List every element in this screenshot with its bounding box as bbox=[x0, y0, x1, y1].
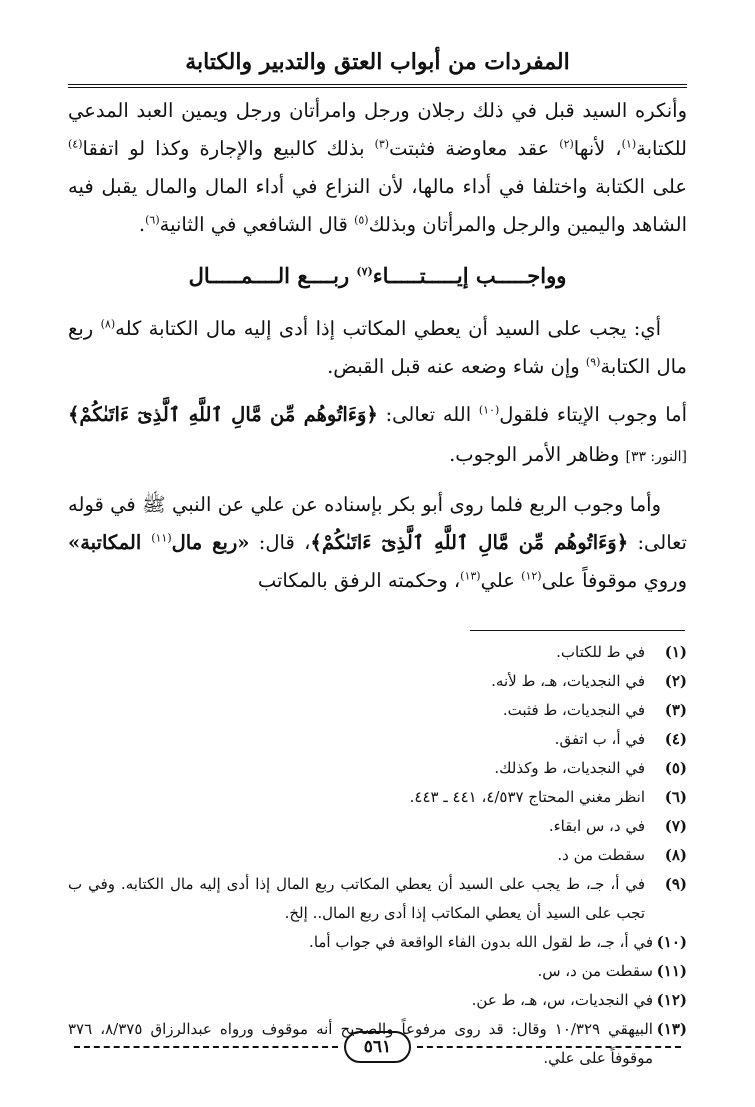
footnote bbox=[68, 986, 687, 1015]
footnote-number: (٤) bbox=[664, 730, 687, 748]
footnote-ref-7: (٧) bbox=[356, 265, 373, 278]
footnote-text: البيهقي ١٠/٣٢٩ وقال: قد روى مرفوعاً والصحيح أنه موقوف ورواه عبدالرزاق ٨/٣٧٥، ٣٧٦ موقوفاً على علي. bbox=[68, 1020, 653, 1067]
footnote-number: (٥) bbox=[664, 759, 687, 777]
footnote-number: (٦) bbox=[664, 788, 687, 806]
footnotes bbox=[68, 638, 687, 1073]
hadith-text: «ربع مال bbox=[171, 531, 250, 554]
footnote-number: (١) bbox=[664, 643, 687, 661]
footnote-ref-5: (٥) bbox=[354, 213, 369, 227]
footnote-text: انظر مغني المحتاج ٤/٥٣٧، ٤٤١ ـ ٤٤٣. bbox=[409, 788, 645, 806]
text-run: وإن شاء وضعه عنه قبل القبض. bbox=[327, 355, 586, 378]
footnote-ref-1: (١) bbox=[621, 137, 637, 151]
text-run: عقد معاوضة فثبتت bbox=[389, 137, 560, 160]
footnote-number: (١٢) bbox=[656, 991, 687, 1009]
section-heading bbox=[68, 256, 687, 296]
footnote-text: سقطت من د، س. bbox=[537, 962, 653, 980]
footnote-ref-8: (٨) bbox=[100, 317, 116, 331]
paragraph-3 bbox=[68, 396, 687, 476]
footnote-number: (١١) bbox=[656, 962, 687, 980]
footnote bbox=[68, 667, 687, 696]
page-footer bbox=[68, 1030, 687, 1064]
text-run: ، لأنها bbox=[573, 137, 622, 160]
page-number: ٥٦١ bbox=[344, 1031, 411, 1063]
text-run: ، وحكمته الرفق بالمكاتب bbox=[257, 569, 461, 592]
text-run: وأنكره السيد قبل في ذلك رجلان ورجل وامرأتان ورجل ويمين العبد المدعي للكتابة bbox=[68, 99, 687, 160]
running-header bbox=[68, 40, 687, 88]
footer-rule-left bbox=[74, 1046, 338, 1048]
footnote-number: (١٠) bbox=[656, 933, 687, 951]
hadith-text: المكاتبة» bbox=[68, 531, 152, 554]
footnote-ref-13: (١٣) bbox=[460, 569, 481, 583]
footnote bbox=[68, 870, 687, 928]
text-run: . bbox=[138, 213, 146, 236]
footnote-text: في أ، جـ، ط يجب على السيد أن يعطي المكاتب ربع المال إذا أدى إليه مال الكتابه. وفي ب تجب على السيد أن يعطي المكاتب إذا أدى ربع المال.. إلخ. bbox=[68, 875, 645, 922]
footnote bbox=[68, 696, 687, 725]
footnote-separator bbox=[470, 630, 685, 631]
footnote-number: (٣) bbox=[664, 701, 687, 719]
footnote-text: في أ، جـ، ط لقول الله بدون الفاء الواقعة في جواب أما. bbox=[309, 933, 653, 951]
quran-verse: ﴿وَءَاتُوهُم مِّن مَّالِ ٱللَّهِ ٱلَّذِىٓ ءَاتَىٰكُمْ﴾ bbox=[310, 531, 629, 554]
footnote bbox=[68, 928, 687, 957]
text-run: أي: يجب على السيد أن يعطي المكاتب إذا أدى إليه مال الكتابة كله bbox=[115, 317, 662, 340]
paragraph-1 bbox=[68, 92, 687, 244]
header-title: المفردات من أبواب العتق والتدبير والكتابة bbox=[185, 49, 570, 75]
footnote-ref-12: (١٢) bbox=[521, 569, 542, 583]
footnote-ref-3: (٣) bbox=[374, 137, 390, 151]
footnote bbox=[68, 841, 687, 870]
text-run: وأما وجوب الربع فلما روى أبو بكر بإسناده عن علي عن النبي ﷺ في قوله تعالى: bbox=[68, 493, 687, 554]
footnote bbox=[68, 638, 687, 667]
footnote-text: في د، س ابقاء. bbox=[548, 817, 645, 835]
footnote-number: (١٣) bbox=[656, 1020, 687, 1038]
verse-reference: [النور: ٣٣] bbox=[625, 449, 687, 465]
text-run: وظاهر الأمر الوجوب. bbox=[449, 443, 626, 466]
footnote bbox=[68, 812, 687, 841]
footnote-number: (٨) bbox=[664, 846, 687, 864]
footnote-number: (٩) bbox=[664, 875, 687, 893]
footnote-text: في ط للكتاب. bbox=[556, 643, 645, 661]
footnote-number: (٢) bbox=[664, 672, 687, 690]
footnote-number: (٧) bbox=[664, 817, 687, 835]
footnote-text: في النجديات، ط فثبت. bbox=[502, 701, 645, 719]
text-run: ، قال: bbox=[249, 531, 311, 554]
footnote-text: في أ، ب اتفق. bbox=[554, 730, 645, 748]
text-run: الله تعالى: bbox=[377, 403, 479, 426]
footnote-ref-9: (٩) bbox=[585, 355, 601, 369]
text-run: على الكتابة واختلفا في أداء مالها، لأن النزاع في أداء المال والمال يقبل فيه الشاهد واليمين والرجل والمرأتان وبذلك bbox=[68, 175, 687, 236]
footnote-ref-6: (٦) bbox=[145, 213, 160, 227]
paragraph-4 bbox=[68, 486, 687, 600]
heading-text: ربــــع الــــمـــــال bbox=[188, 263, 357, 288]
main-text bbox=[68, 92, 687, 600]
footnote bbox=[68, 754, 687, 783]
footnote-ref-4: (٤) bbox=[68, 137, 83, 151]
quran-verse: ﴿وَءَاتُوهُم مِّن مَّالِ ٱللَّهِ ٱلَّذِىٓ ءَاتَىٰكُمْ﴾ bbox=[68, 403, 378, 426]
footnote-text: في النجديات، هـ، ط لأنه. bbox=[491, 672, 645, 690]
footnote-ref-10: (١٠) bbox=[478, 403, 500, 417]
paragraph-2 bbox=[68, 310, 687, 386]
text-run: أما وجوب الإيتاء فلقول bbox=[499, 403, 687, 426]
footnote-ref-11: (١١) bbox=[151, 531, 172, 545]
footnote bbox=[68, 783, 687, 812]
text-run: علي bbox=[480, 569, 522, 592]
footnote-ref-2: (٢) bbox=[559, 137, 574, 151]
footnote-text: في النجديات، س، هـ، ط عن. bbox=[471, 991, 653, 1009]
text-run: ربع مال الكتابة bbox=[68, 317, 687, 378]
footnote bbox=[68, 957, 687, 986]
footer-rule-right bbox=[417, 1046, 681, 1048]
footnote-text: في النجديات، ط وكذلك. bbox=[494, 759, 645, 777]
text-run: قال الشافعي في الثانية bbox=[159, 213, 355, 236]
heading-text: وواجـــــب إيـــــتـــــاء bbox=[372, 263, 567, 288]
text-run: وروي موقوفاً على bbox=[541, 569, 687, 592]
text-run: بذلك كالبيع والإجارة وكذا لو اتفقا bbox=[82, 137, 375, 160]
footnote bbox=[68, 725, 687, 754]
footnote-text: سقطت من د. bbox=[557, 846, 645, 864]
